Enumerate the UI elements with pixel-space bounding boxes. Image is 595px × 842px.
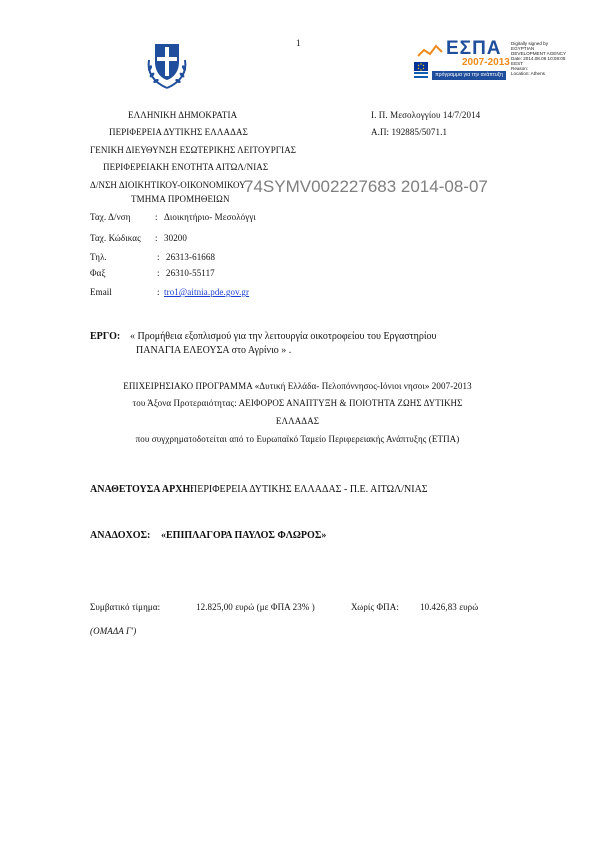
general-directorate-heading: ΓΕΝΙΚΗ ΔΙΕΥΘΥΝΣΗ ΕΣΩΤΕΡΙΚΗΣ ΛΕΙΤΟΥΡΓΙΑΣ — [90, 145, 297, 155]
contact-separator: : — [157, 252, 160, 262]
contact-label: Τηλ. — [90, 252, 107, 262]
contact-separator: : — [157, 268, 160, 278]
group-label: (ΟΜΑΔΑ Γ') — [90, 626, 137, 636]
republic-heading: ΕΛΛΗΝΙΚΗ ΔΗΜΟΚΡΑΤΙΑ — [128, 110, 238, 120]
price-label: Συμβατικό τίμημα: — [90, 602, 161, 612]
contractor-value: «ΕΠΙΠΛΑΓΟΡΑ ΠΑΥΛΟΣ ΦΛΩΡΟΣ» — [161, 530, 327, 541]
programme-line2: του Άξονα Προτεραιότητας: ΑΕΙΦΟΡΟΣ ΑΝΑΠΤΥΞΗ & ΠΟΙΟΤΗΤΑ ΖΩΗΣ ΔΥΤΙΚΗΣ — [132, 398, 463, 408]
programme-line4: που συγχρηματοδοτείται από το Ευρωπαϊκό Ταμείο Περιφερειακής Ανάπτυξης (ΕΤΠΑ) — [135, 434, 460, 444]
espa-banner: πρόγραμμα για την ανάπτυξη — [432, 71, 506, 80]
signature-line: Date: 2014.08.06 10:08:05 — [511, 56, 566, 61]
coat-of-arms-icon — [143, 38, 191, 90]
signature-line: Location: Athens — [511, 71, 545, 76]
espa-logo — [410, 38, 510, 82]
contact-separator: : — [157, 287, 160, 297]
email-link[interactable]: tro1@aitnia.pde.gov.gr — [164, 287, 250, 297]
price-without-vat: 10.426,83 ευρώ — [420, 602, 479, 612]
contact-value-postcode: 30200 — [164, 233, 187, 243]
directorate-heading: Δ/ΝΣΗ ΔΙΟΙΚΗΤΙΚΟΥ-ΟΙΚΟΝΟΜΙΚΟΥ — [90, 180, 246, 190]
contact-value-address: Διοικητήριο- Μεσολόγγι — [164, 212, 256, 222]
signature-line: Digitally signed by — [511, 41, 549, 46]
contact-label: Ταχ. Κώδικας — [90, 233, 141, 243]
place-date: Ι. Π. Μεσολογγίου 14/7/2014 — [371, 110, 481, 120]
price-without-vat-label: Χωρίς ΦΠΑ: — [351, 602, 399, 612]
contact-value-phone: 26313-61668 — [166, 252, 216, 262]
signature-line: EEST — [511, 61, 523, 66]
contractor-label: ΑΝΑΔΟΧΟΣ: — [90, 530, 151, 541]
signature-line: Reason: — [511, 66, 529, 71]
price-with-vat: 12.825,00 ευρώ (με ΦΠΑ 23% ) — [196, 602, 315, 612]
project-title-line2: ΠΑΝΑΓΙΑ ΕΛΕΟΥΣΑ στο Αγρίνιο » . — [136, 345, 292, 356]
authority-label: ΑΝΑΘΕΤΟΥΣΑ ΑΡΧΗ: — [90, 484, 194, 495]
contact-label: Ταχ. Δ/νση — [90, 212, 131, 222]
project-label: ΕΡΓΟ: — [90, 331, 121, 342]
espa-years: 2007-2013 — [462, 57, 510, 68]
signature-line: EGYPTIAN — [511, 46, 535, 51]
programme-line1: ΕΠΙΧΕΙΡΗΣΙΑΚΟ ΠΡΟΓΡΑΜΜΑ «Δυτική Ελλάδα- Πελοπόννησος-Ιόνιοι νησοι» 2007-2013 — [123, 381, 472, 391]
publication-stamp: 74SYMV002227683 2014-08-07 — [244, 177, 488, 196]
programme-line3: ΕΛΛΑΔΑΣ — [275, 416, 320, 426]
contact-value-fax: 26310-55117 — [166, 268, 215, 278]
contact-separator: : — [155, 212, 158, 222]
contact-label: Email — [90, 287, 112, 297]
project-title-line1: « Προμήθεια εξοπλισμού για την λειτουργία οικοτροφείου του Εργαστηρίου — [130, 331, 437, 342]
page-number: 1 — [296, 38, 301, 48]
region-heading: ΠΕΡΙΦΕΡΕΙΑ ΔΥΤΙΚΗΣ ΕΛΛΑΔΑΣ — [109, 127, 248, 137]
espa-brand: ΕΣΠΑ — [446, 38, 502, 59]
contact-label: Φαξ — [90, 268, 106, 278]
department-heading: ΤΜΗΜΑ ΠΡΟΜΗΘΕΙΩΝ — [131, 194, 230, 204]
digital-signature — [511, 41, 566, 76]
signature-line: DEVELOPMENT AGENCY — [511, 51, 567, 56]
protocol-number: Α.Π: 192885/5071.1 — [371, 127, 448, 137]
regional-unit-heading: ΠΕΡΙΦΕΡΕΙΑΚΗ ΕΝΟΤΗΤΑ ΑΙΤΩΛ/ΝΙΑΣ — [103, 162, 269, 172]
authority-value: ΠΕΡΙΦΕΡΕΙΑ ΔΥΤΙΚΗΣ ΕΛΛΑΔΑΣ - Π.Ε. ΑΙΤΩΛ/ΝΙΑΣ — [190, 484, 428, 495]
contact-separator: : — [155, 233, 158, 243]
